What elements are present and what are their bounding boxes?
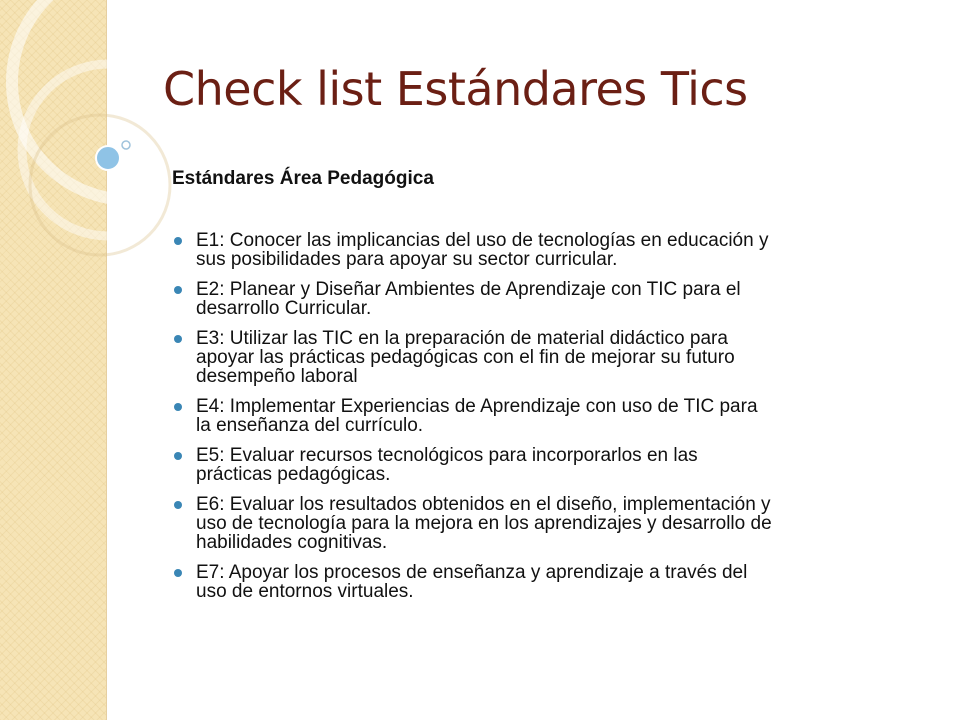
standards-list	[160, 231, 928, 612]
standard-item-line: prácticas pedagógicas.	[196, 464, 391, 485]
standard-item-line: E7: Apoyar los procesos de enseñanza y aprendizaje a través del	[196, 562, 748, 583]
standard-item-line: la enseñanza del currículo.	[196, 415, 424, 436]
standard-item-e5	[160, 446, 928, 484]
standard-item-line: uso de entornos virtuales.	[196, 581, 414, 602]
standard-item-line: sus posibilidades para apoyar su sector curricular.	[196, 249, 618, 270]
standard-item-e7	[160, 563, 928, 601]
small-ring-icon	[122, 141, 130, 149]
section-heading: Estándares Área Pedagógica	[172, 168, 434, 189]
bullet-dot-icon	[174, 286, 182, 294]
standard-item-line: E6: Evaluar los resultados obtenidos en el diseño, implementación y	[196, 494, 771, 515]
standard-item-e3	[160, 329, 928, 386]
bullet-dot-icon	[174, 335, 182, 343]
standard-item-line: E2: Planear y Diseñar Ambientes de Aprendizaje con TIC para el	[196, 279, 741, 300]
standard-item-line: habilidades cognitivas.	[196, 532, 388, 553]
standard-item-line: desarrollo Curricular.	[196, 298, 372, 319]
bullet-dot-icon	[174, 501, 182, 509]
standard-item-e2	[160, 280, 928, 318]
accent-bubble-icon	[96, 146, 120, 170]
bullet-dot-icon	[174, 403, 182, 411]
bullet-dot-icon	[174, 569, 182, 577]
standard-item-line: uso de tecnología para la mejora en los aprendizajes y desarrollo de	[196, 513, 772, 534]
standard-item-line: apoyar las prácticas pedagógicas con el fin de mejorar su futuro	[196, 347, 735, 368]
standard-item-line: E1: Conocer las implicancias del uso de tecnologías en educación y	[196, 230, 769, 251]
standard-item-e1	[160, 231, 928, 269]
bullet-dot-icon	[174, 237, 182, 245]
standard-item-e4	[160, 397, 928, 435]
standard-item-e6	[160, 495, 928, 552]
slide-title: Check list Estándares Tics	[163, 62, 748, 116]
standard-item-line: E4: Implementar Experiencias de Aprendizaje con uso de TIC para	[196, 396, 758, 417]
standard-item-line: desempeño laboral	[196, 366, 358, 387]
standard-item-line: E3: Utilizar las TIC en la preparación de material didáctico para	[196, 328, 728, 349]
standard-item-line: E5: Evaluar recursos tecnológicos para incorporarlos en las	[196, 445, 698, 466]
bullet-dot-icon	[174, 452, 182, 460]
